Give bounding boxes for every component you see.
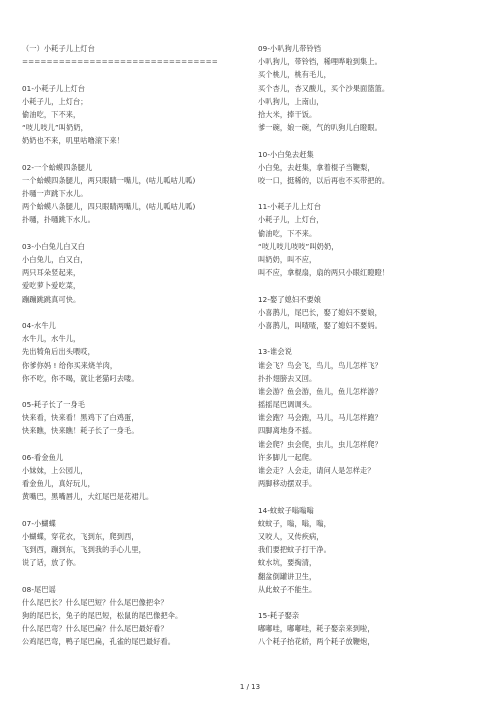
rhyme-line: 你爹你妈 ! 给你买来烧羊肉，: [22, 360, 118, 370]
page-indicator: 1 / 13: [239, 683, 261, 691]
rhyme-line: 小妹妹，上公园儿，: [22, 466, 88, 475]
rhyme-line: 一个蛤蟆四条腿儿，两只眼睛一嘴儿，(咕儿呱咕儿呱): [22, 175, 196, 185]
rhyme-line: 四脚离地身不摇。: [258, 426, 317, 436]
rhyme-line: 翻盆倒罐讲卫生，: [258, 571, 317, 581]
rhyme-line: 蚊蚊子，嗡，嗡，嗡，: [258, 518, 331, 528]
rhyme-line: 公鸡尾巴弯，鸭子尾巴扁，孔雀的尾巴最好看。: [22, 637, 176, 647]
rhyme-line: 许多脚儿一起爬。: [258, 452, 317, 462]
rhyme-line: 谁会走？人会走，请问人是怎样走？: [258, 466, 375, 475]
rhyme-line: 扑扑翅膀去又回。: [258, 373, 317, 383]
rhyme-line: 买个杏儿，杏又酸儿，买个沙果面篮篮。: [258, 83, 390, 93]
rhyme-line: 谁会飞？鸟会飞，鸟儿，鸟儿怎样飞？: [258, 360, 382, 370]
rhyme-line: 蚊水坑，要掏清，: [258, 558, 317, 568]
rhyme-title: 03-小白兔儿白又白: [22, 241, 86, 251]
document-header: [22, 42, 227, 68]
rhyme-line: 小白兔，去赶集，拿着棍子当鞭梨，: [258, 162, 375, 172]
rhyme-line: 飞到西，蹦到东，飞到我的手心儿里，: [22, 545, 146, 555]
document-title: （一）小耗子儿上灯台: [22, 44, 95, 53]
rhyme-section: [258, 345, 463, 490]
rhyme-line: 偷油吃，下不来，: [22, 109, 81, 119]
rhyme-title: 04-水牛儿: [22, 320, 56, 330]
rhyme-line: 说了话，放了你。: [22, 558, 81, 568]
rhyme-section: [22, 517, 227, 570]
rhyme-section: [22, 161, 227, 227]
rhyme-line: 爹一碗，娘一碗，气的叭狗儿白瞪眼。: [258, 123, 382, 133]
rhyme-line: 狗的尾巴长，兔子的尾巴短，松鼠的尾巴像把伞。: [22, 611, 183, 621]
rhyme-section: [258, 42, 463, 134]
rhyme-line: 扑嗵一声跳下水儿。: [22, 189, 88, 199]
rhyme-line: 快来看，快来看！黑鸡下了白鸡蛋，: [22, 413, 139, 423]
rhyme-line: 小喜鹊儿，叫喳喳，娶了媳妇不要妈。: [258, 320, 382, 330]
rhyme-line: 摇摇尾巴调调头。: [258, 400, 317, 410]
rhyme-section: [22, 451, 227, 504]
rhyme-line: 水牛儿，水牛儿，: [22, 334, 81, 344]
rhyme-section: [258, 504, 463, 596]
rhyme-line: 爱吃萝卜爱吃菜，: [22, 281, 81, 291]
rhyme-title: 10-小白兔去赶集: [258, 149, 314, 159]
rhyme-title: 01-小耗子儿上灯台: [22, 83, 86, 93]
rhyme-title: 09-小叭狗儿带铃铛: [258, 44, 322, 53]
rhyme-line: 小蝴蝶，穿花衣，飞到东，爬到西，: [22, 531, 139, 541]
rhyme-line: 小耗子儿，上灯台，: [258, 215, 324, 225]
rhyme-line: 叫奶奶，叫不应，: [258, 255, 317, 264]
rhyme-title: 11-小耗子儿上灯台: [258, 202, 322, 212]
rhyme-title: 07-小蝴蝶: [22, 518, 56, 528]
rhyme-title: 14-蚊蚊子嗡嗡嗡: [258, 505, 314, 515]
rhyme-section: [258, 200, 463, 279]
rhyme-line: 买个桃儿，桃有毛儿，: [258, 70, 331, 80]
rhyme-line: 小叭狗儿，带铃铛，稀哩哗啦到集上。: [258, 57, 382, 67]
rhyme-line: 小喜鹊儿，尾巴长，娶了媳妇不要娘，: [258, 307, 382, 317]
rhyme-section: [258, 293, 463, 333]
rhyme-section: [22, 82, 227, 148]
rhyme-line: 八个耗子抬花轿，两个耗子放鞭炮，: [258, 637, 375, 647]
rhyme-title: 15-耗子娶亲: [258, 611, 300, 621]
rhyme-line: 叫不应，拿棍扇，扇的两只小眼红瞪瞪！: [258, 268, 390, 278]
rhyme-title: 02-一个蛤蟆四条腿儿: [22, 162, 93, 172]
right-column: [258, 42, 463, 662]
rhyme-line: 小白兔儿，白又白，: [22, 255, 88, 264]
rhyme-section: [258, 148, 463, 188]
rhyme-line: 又咬人，又传疾病，: [258, 531, 324, 541]
rhyme-title: 12-娶了媳妇不要娘: [258, 294, 322, 304]
rhyme-line: 偷油吃，下不来。: [258, 228, 317, 238]
rhyme-line: 看金鱼儿，真好玩儿，: [22, 479, 95, 489]
rhyme-line: 谁会爬？虫会爬，虫儿，虫儿怎样爬？: [258, 439, 382, 449]
rhyme-line: 你不吃，你不喝，就让老猫叼去喽。: [22, 373, 139, 383]
rhyme-line: 谁会跑？马会跑，马儿，马儿怎样跑？: [258, 413, 382, 423]
rhyme-section: [22, 319, 227, 385]
separator-rule: ================================: [22, 57, 218, 67]
rhyme-line: 两个蛤蟆八条腿儿，四只眼睛两嘴儿，(咕儿呱咕儿呱): [22, 202, 196, 212]
rhyme-line: 咬一口，挺稀的，以后再也不买带把的。: [258, 175, 390, 185]
rhyme-line: “吱儿吱儿”叫奶奶，: [22, 123, 88, 133]
rhyme-line: 先出犄角后出头喂哎，: [22, 347, 95, 357]
rhyme-line: 小叭狗儿，上南山，: [258, 96, 324, 106]
rhyme-section: [22, 583, 227, 649]
rhyme-line: 两脚移动摆双手。: [258, 479, 317, 489]
rhyme-line: 拾大米，捧干饭。: [258, 109, 317, 119]
rhyme-line: 黄嘴巴，黑嘴唇儿，大红尾巴是花裙儿。: [22, 492, 154, 502]
rhyme-section: [258, 609, 463, 649]
rhyme-line: 我们要把蚊子打干净。: [258, 545, 331, 555]
rhyme-line: 快来瞧，快来瞧！耗子长了一身毛。: [22, 426, 139, 436]
rhyme-line: 什么尾巴弯？什么尾巴扁？什么尾巴最好看？: [22, 624, 168, 634]
rhyme-section: [22, 240, 227, 306]
rhyme-line: 从此蚊子不能生。: [258, 584, 317, 594]
rhyme-line: 蹦蹦跳跳真可快。: [22, 294, 81, 304]
rhyme-line: 什么尾巴长？什么尾巴短？什么尾巴像把伞？: [22, 597, 168, 607]
left-column: [22, 42, 227, 662]
rhyme-line: 奶奶也不来，叽里咕噜滚下来！: [22, 136, 125, 146]
rhyme-title: 13-谁会说: [258, 347, 292, 357]
rhyme-line: “吱儿吱儿吱吱”叫奶奶，: [258, 241, 339, 251]
rhyme-line: 扑嗵，扑嗵跳下水儿。: [22, 215, 95, 225]
rhyme-section: [22, 398, 227, 438]
rhyme-line: 两只耳朵竖起来，: [22, 268, 81, 278]
rhyme-line: 谁会游？鱼会游，鱼儿，鱼儿怎样游？: [258, 386, 382, 396]
rhyme-line: 嘟嘟哇，嘟嘟哇，耗子娶亲来到啦，: [258, 624, 375, 634]
rhyme-title: 08-尾巴谣: [22, 584, 56, 594]
rhyme-title: 06-看金鱼儿: [22, 452, 64, 462]
rhyme-title: 05-耗子长了一身毛: [22, 400, 86, 410]
rhyme-line: 小耗子儿，上灯台；: [22, 96, 88, 106]
